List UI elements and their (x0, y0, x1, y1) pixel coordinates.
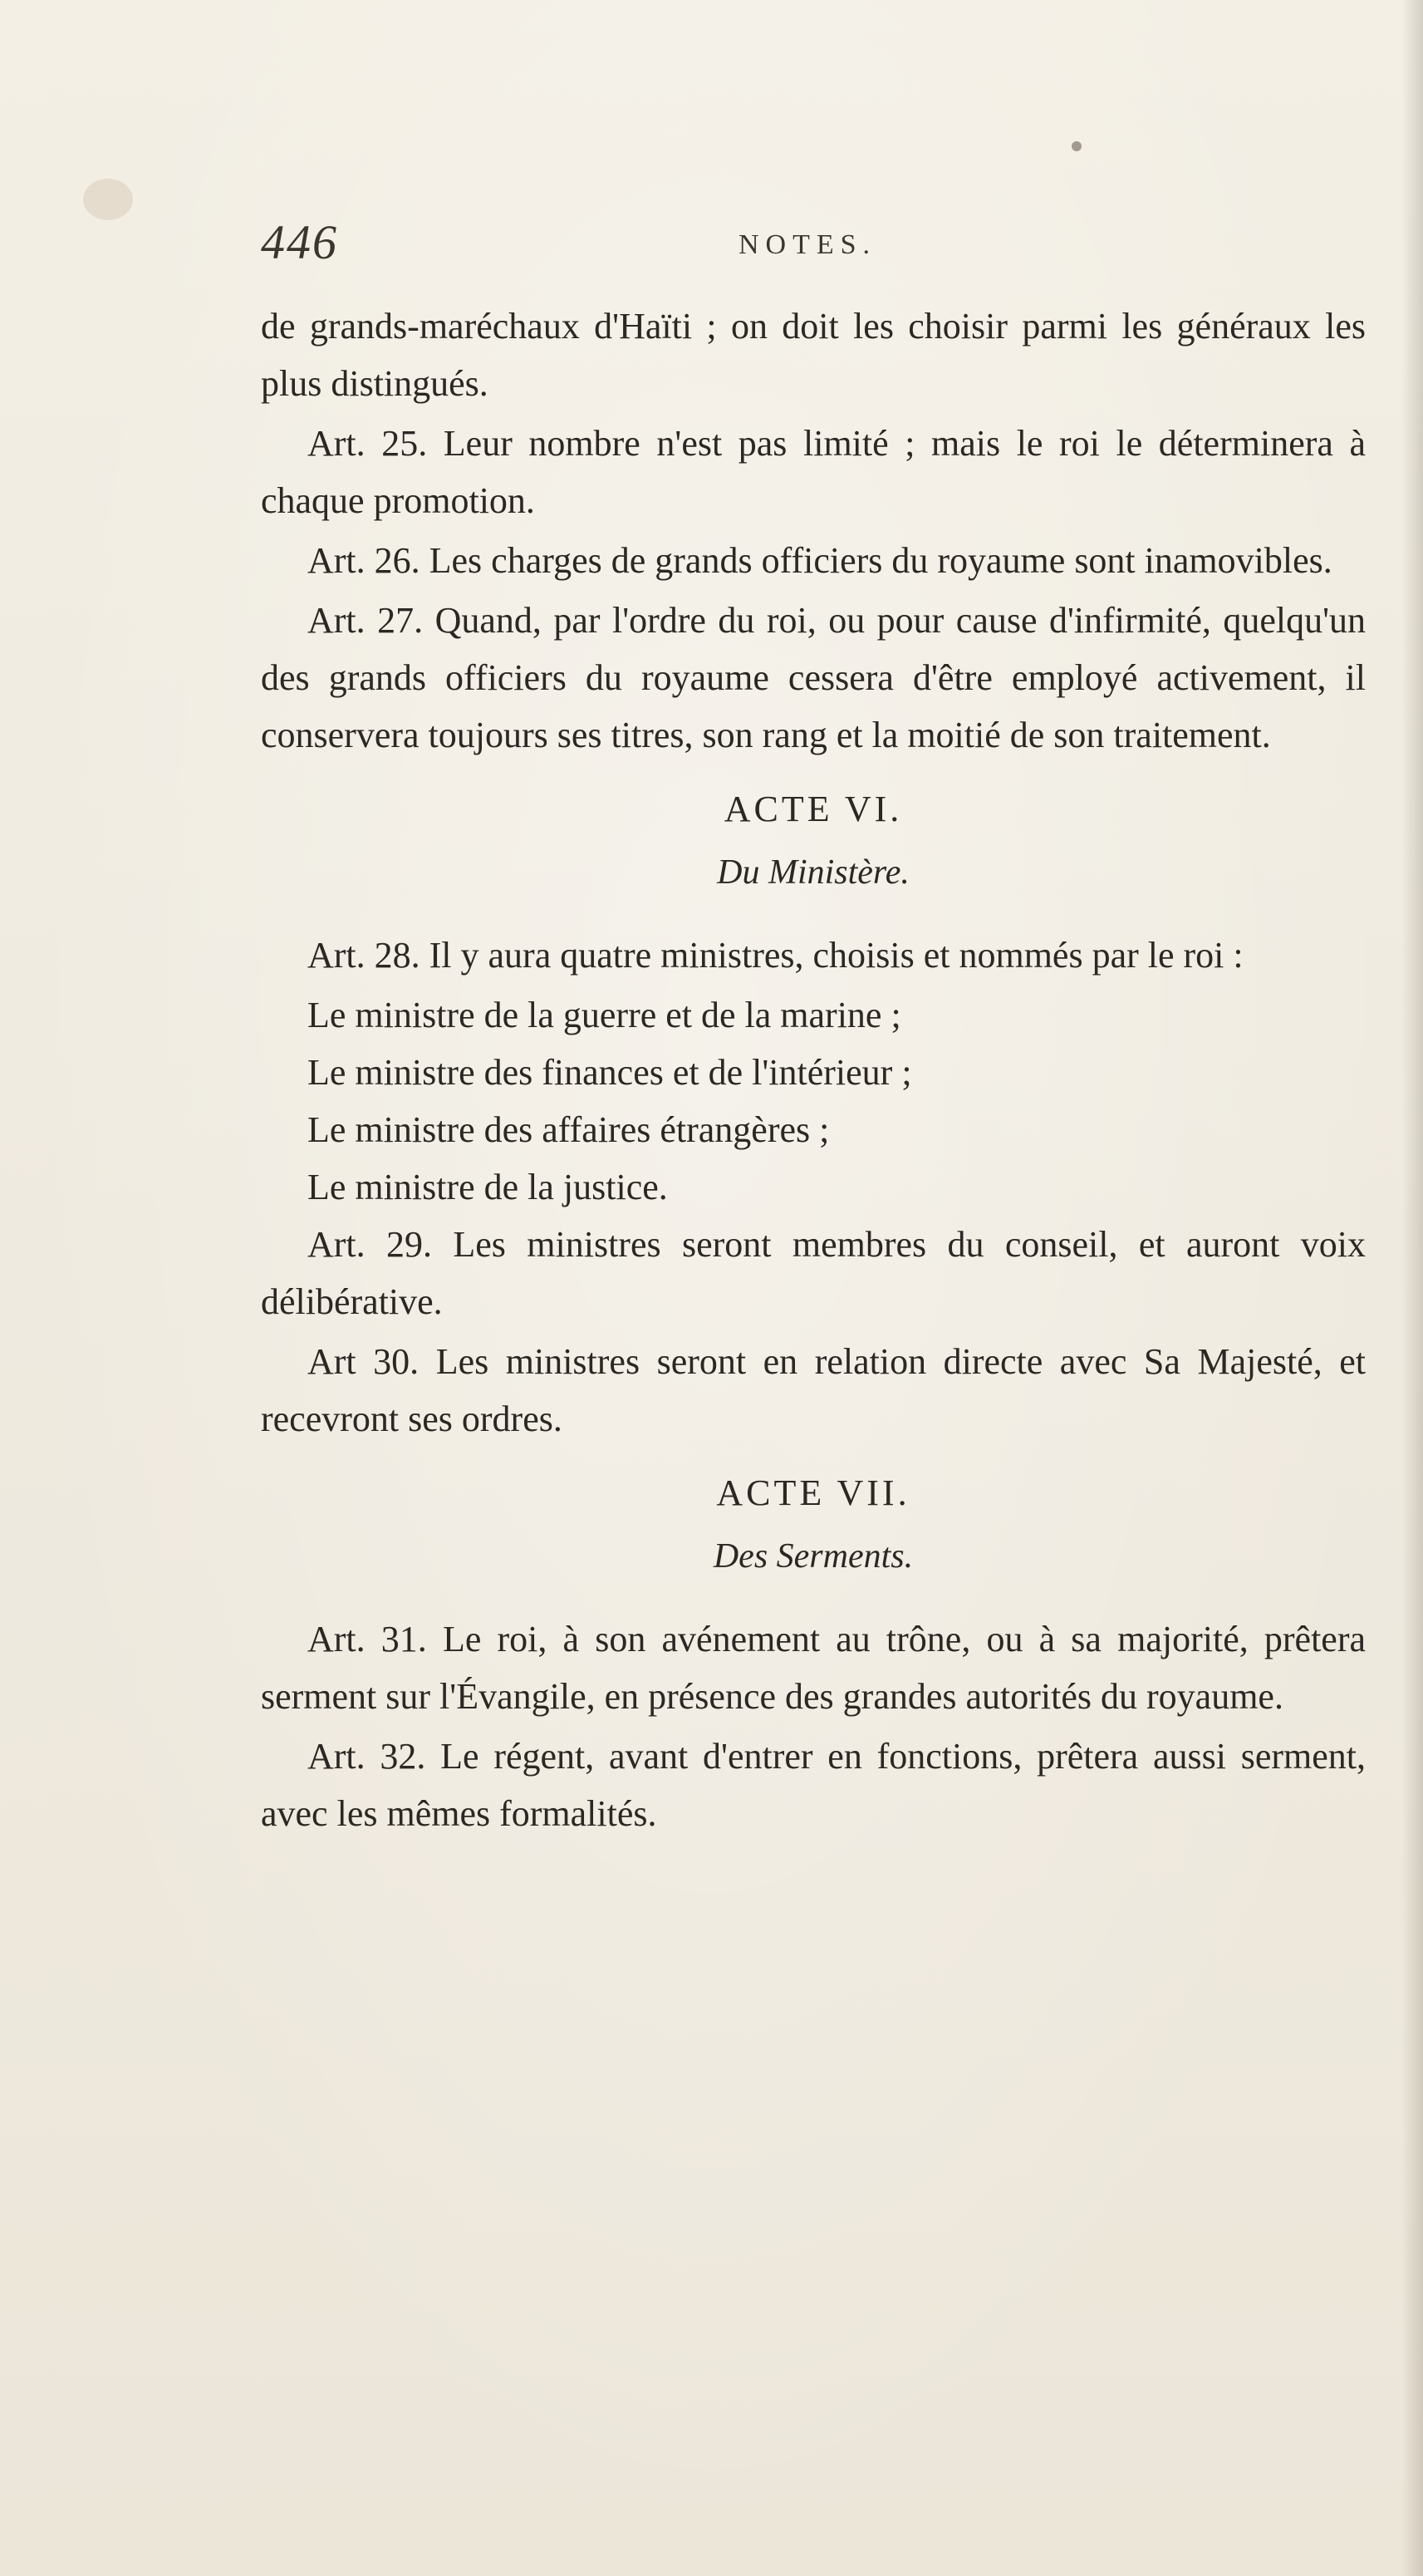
paragraph-continuation: de grands-maréchaux d'Haïti ; on doit les choisir parmi les généraux les plus distingués. (261, 306, 1366, 404)
page-edge-shadow (1401, 0, 1423, 2576)
article-32: Art. 32. Le régent, avant d'entrer en fonctions, prêtera aussi serment, avec les mêmes formalités. (261, 1736, 1366, 1834)
article-25: Art. 25. Leur nombre n'est pas limité ; mais le roi le déterminera à chaque promotion. (261, 423, 1366, 521)
minister-item: Le ministre de la justice. (307, 1167, 668, 1207)
page-header (261, 214, 1366, 281)
article-26: Art. 26. Les charges de grands officiers du royaume sont inamovibles. (307, 540, 1332, 581)
act-7-subtitle: Des Serments. (713, 1537, 914, 1576)
paper-stain (83, 179, 133, 220)
page-text (261, 297, 1366, 1845)
minister-item: Le ministre des affaires étrangères ; (307, 1109, 830, 1150)
act-6-subtitle: Du Ministère. (717, 853, 910, 892)
page-number: 446 (261, 215, 338, 269)
paper-stain (1072, 141, 1082, 151)
running-head: NOTES. (738, 229, 877, 260)
act-6-title: ACTE VI. (724, 789, 903, 829)
article-30: Art 30. Les ministres seront en relation directe avec Sa Majesté, et recevront ses ordres. (261, 1341, 1366, 1439)
article-31: Art. 31. Le roi, à son avénement au trône, ou à sa majorité, prêtera serment sur l'Évangile, en présence des grandes autorités du royaume. (261, 1619, 1366, 1717)
minister-item: Le ministre de la guerre et de la marine ; (307, 995, 901, 1035)
act-7-title: ACTE VII. (716, 1472, 910, 1513)
minister-item: Le ministre des finances et de l'intérieur ; (307, 1052, 912, 1093)
article-27: Art. 27. Quand, par l'ordre du roi, ou pour cause d'infirmité, quelqu'un des grands officiers du royaume cessera d'être employé activement, il conservera toujours ses titres, son rang et la moitié de son traitement. (261, 600, 1366, 755)
article-28: Art. 28. Il y aura quatre ministres, choisis et nommés par le roi : (307, 935, 1244, 976)
article-29: Art. 29. Les ministres seront membres du conseil, et auront voix délibérative. (261, 1224, 1366, 1322)
